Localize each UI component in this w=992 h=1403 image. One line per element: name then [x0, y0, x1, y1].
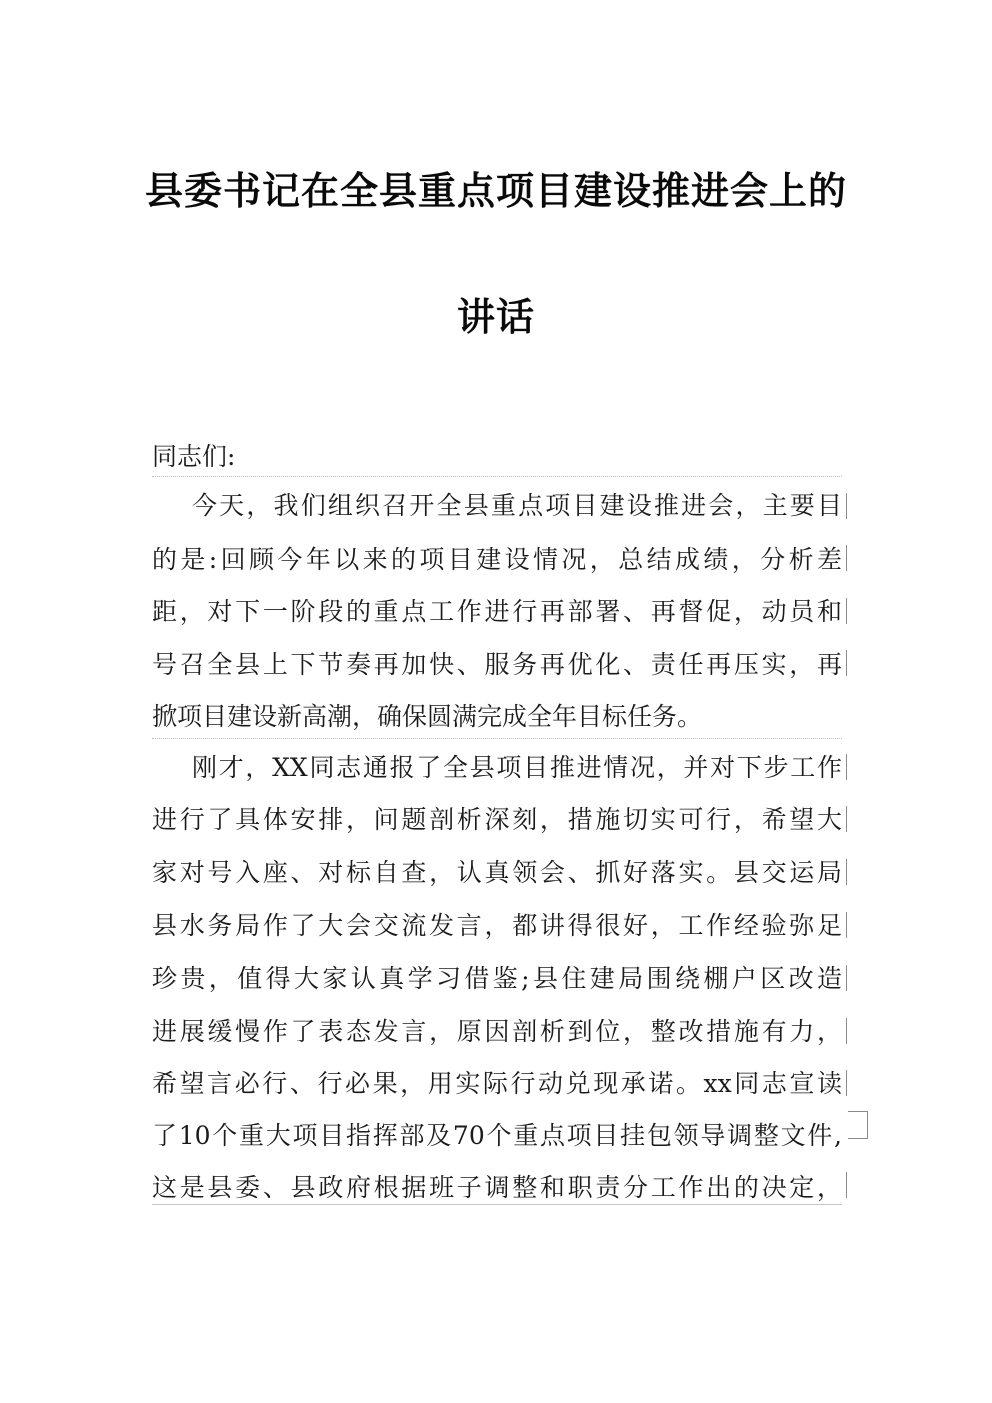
margin-mark	[846, 754, 847, 780]
paragraph-2-line: 了10个重大项目指挥部及70个重点项目挂包领导调整文件,	[152, 1121, 842, 1150]
paragraph-1-line: 掀项目建设新高潮，确保圆满完成全年目标任务。	[152, 702, 703, 731]
paragraph-1-line: 号召全县上下节奏再加快、服务再优化、责任再压实，再	[152, 650, 842, 679]
margin-mark	[846, 859, 847, 885]
document-title-line-1: 县委书记在全县重点项目建设推进会上的	[144, 169, 847, 213]
overflow-marker	[848, 1111, 868, 1139]
document-title-line-2: 讲话	[456, 295, 535, 339]
paragraph-2-line: 家对号入座、对标自查，认真领会、抓好落实。县交运局	[152, 858, 842, 887]
paragraph-2-line: 这是县委、县政府根据班子调整和职责分工作出的决定，	[152, 1173, 842, 1202]
margin-mark	[846, 1018, 847, 1044]
paragraph-2-line: 刚才，XX同志通报了全县项目推进情况，并对下步工作	[192, 753, 842, 782]
margin-mark	[846, 806, 847, 832]
margin-mark	[846, 1172, 847, 1198]
paragraph-2-line: 县水务局作了大会交流发言，都讲得很好，工作经验弥足	[152, 911, 842, 940]
margin-mark	[846, 650, 847, 676]
margin-mark	[846, 598, 847, 624]
paragraph-boundary-rule	[152, 738, 842, 740]
paragraph-boundary-rule	[152, 476, 842, 478]
margin-mark	[846, 912, 847, 938]
salutation: 同志们:	[152, 442, 236, 471]
margin-mark	[846, 545, 847, 571]
page-bottom-rule	[152, 1204, 842, 1206]
margin-mark	[846, 1070, 847, 1096]
paragraph-1-line: 今天，我们组织召开全县重点项目建设推进会，主要目	[192, 491, 842, 520]
paragraph-2-line: 进展缓慢作了表态发言，原因剖析到位，整改措施有力，	[152, 1017, 842, 1046]
paragraph-2-line: 珍贵，值得大家认真学习借鉴;县住建局围绕棚户区改造	[152, 964, 842, 993]
paragraph-1-line: 距，对下一阶段的重点工作进行再部署、再督促，动员和	[152, 597, 842, 626]
paragraph-2-line: 希望言必行、行必果，用实际行动兑现承诺。xx同志宣读	[152, 1069, 842, 1098]
margin-mark	[846, 493, 847, 519]
margin-mark	[846, 965, 847, 991]
paragraph-2-line: 进行了具体安排，问题剖析深刻，措施切实可行，希望大	[152, 805, 842, 834]
paragraph-1-line: 的是:回顾今年以来的项目建设情况，总结成绩，分析差	[152, 545, 842, 574]
